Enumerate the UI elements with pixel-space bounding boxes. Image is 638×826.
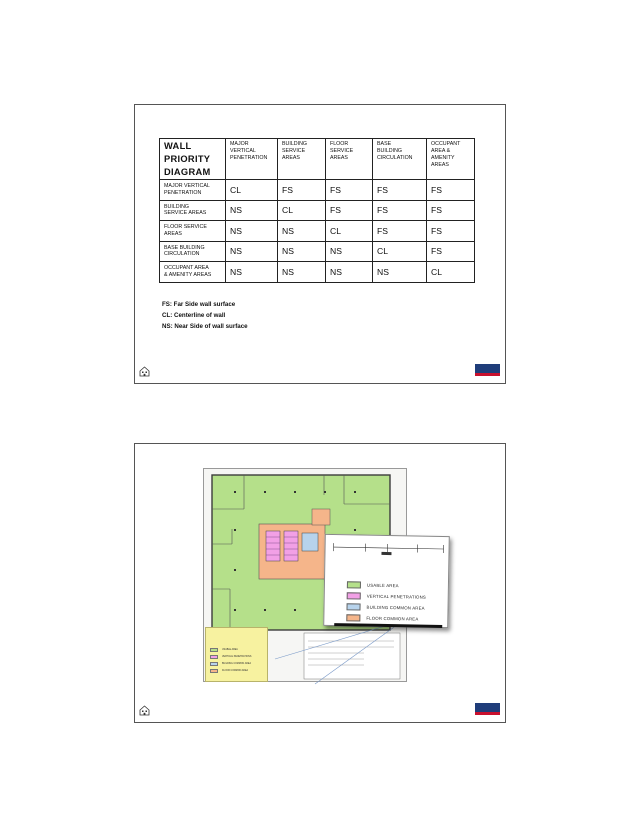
column-header-line: AREA & (431, 148, 451, 154)
usable-swatch (210, 648, 218, 652)
legend-cl: CL: Centerline of wall (162, 312, 226, 319)
small-legend-item: FLOOR COMMON AREA (210, 667, 251, 674)
priority-cell: NS (226, 200, 278, 221)
column-header-line: FLOOR (330, 141, 349, 147)
small-legend-callout (205, 627, 268, 682)
table-row (160, 221, 475, 242)
table-title-line: WALL (164, 140, 192, 151)
column-header-line: OCCUPANT (431, 141, 461, 147)
priority-cell: FS (427, 180, 475, 201)
column-header (226, 139, 278, 180)
priority-cell: NS (373, 262, 427, 283)
wall-legend (162, 299, 248, 332)
column-header-line: BUILDING (282, 141, 308, 147)
legend-ns: NS: Near Side of wall surface (162, 323, 248, 330)
priority-cell: NS (278, 262, 326, 283)
priority-cell: NS (226, 262, 278, 283)
table-header-row (160, 139, 475, 180)
usable-swatch (347, 581, 361, 588)
row-header-line: BASE BUILDING (164, 244, 205, 251)
column-header-line: PENETRATION (230, 155, 268, 161)
column-header-line: SERVICE (330, 148, 354, 154)
column-header (373, 139, 427, 180)
row-header (160, 180, 226, 201)
table-row (160, 200, 475, 221)
table-row (160, 180, 475, 201)
row-header (160, 221, 226, 242)
column-header (278, 139, 326, 180)
row-header (160, 241, 226, 262)
small-legend-item: USABLE AREA (210, 646, 251, 653)
priority-cell: FS (427, 200, 475, 221)
building-logo-icon (139, 705, 150, 716)
zoom-legend-item: USABLE AREA (347, 579, 426, 591)
priority-cell: NS (278, 241, 326, 262)
priority-cell: CL (226, 180, 278, 201)
priority-cell: CL (326, 221, 373, 242)
column-header (326, 139, 373, 180)
priority-cell: NS (226, 221, 278, 242)
floor-common-swatch (346, 614, 360, 621)
row-header-line: FLOOR SERVICE (164, 224, 207, 231)
column-header (427, 139, 475, 180)
slide-floor-plan (134, 443, 506, 723)
column-header-line: SERVICE (282, 148, 306, 154)
row-header-line: SERVICE AREAS (164, 210, 207, 217)
priority-cell: FS (427, 221, 475, 242)
brand-logo (475, 703, 500, 715)
building-common-swatch (210, 662, 218, 666)
brand-logo (475, 364, 500, 376)
priority-cell: NS (278, 221, 326, 242)
priority-cell: FS (373, 221, 427, 242)
row-header (160, 200, 226, 221)
priority-cell: FS (373, 200, 427, 221)
table-row (160, 241, 475, 262)
zoom-legend-item: BUILDING COMMON AREA (346, 601, 425, 613)
zoom-legend-item: VERTICAL PENETRATIONS (347, 590, 426, 602)
building-logo-icon (139, 366, 150, 377)
column-header-line: BUILDING (377, 148, 403, 154)
row-header-line: MAJOR VERTICAL (164, 183, 210, 190)
column-header-line: VERTICAL (230, 148, 256, 154)
priority-cell: FS (278, 180, 326, 201)
table-title-line: PRIORITY (164, 153, 211, 164)
priority-cell: CL (427, 262, 475, 283)
small-legend-item: VERTICAL PENETRATIONS (210, 653, 251, 660)
row-header-line: PENETRATION (164, 189, 202, 196)
column-header-line: AREAS (431, 162, 449, 168)
priority-cell: CL (373, 241, 427, 262)
zoomed-legend-callout (323, 534, 450, 628)
row-header-line: CIRCULATION (164, 251, 200, 258)
row-header (160, 262, 226, 283)
priority-cell: NS (326, 241, 373, 262)
table-title (160, 139, 226, 180)
priority-cell: CL (278, 200, 326, 221)
floor-common-swatch (210, 669, 218, 673)
column-header-line: AMENITY (431, 155, 455, 161)
priority-cell: FS (326, 200, 373, 221)
zoom-legend-item: FLOOR COMMON AREA (346, 612, 425, 624)
row-header-line: AREAS (164, 230, 182, 237)
row-header-line: BUILDING (164, 203, 190, 210)
table-row (160, 262, 475, 283)
vertical-swatch (210, 655, 218, 659)
column-header-line: BASE (377, 141, 392, 147)
vertical-swatch (347, 592, 361, 599)
priority-cell: FS (427, 241, 475, 262)
column-header-line: AREAS (282, 155, 300, 161)
zoom-dimension-lines (325, 535, 451, 577)
column-header-line: AREAS (330, 155, 348, 161)
wall-priority-table (159, 138, 475, 283)
table-title-line: DIAGRAM (164, 166, 211, 177)
slide-wall-priority (134, 104, 506, 384)
priority-cell: FS (326, 180, 373, 201)
column-header-line: MAJOR (230, 141, 249, 147)
row-header-line: & AMENITY AREAS (164, 271, 212, 278)
column-header-line: CIRCULATION (377, 155, 413, 161)
priority-cell: NS (326, 262, 373, 283)
legend-fs: FS: Far Side wall surface (162, 301, 236, 308)
building-common-swatch (346, 603, 360, 610)
row-header-line: OCCUPANT AREA (164, 265, 209, 272)
priority-cell: FS (373, 180, 427, 201)
priority-cell: NS (226, 241, 278, 262)
small-legend-item: BUILDING COMMON AREA (210, 660, 251, 667)
callout-lines (135, 444, 507, 724)
